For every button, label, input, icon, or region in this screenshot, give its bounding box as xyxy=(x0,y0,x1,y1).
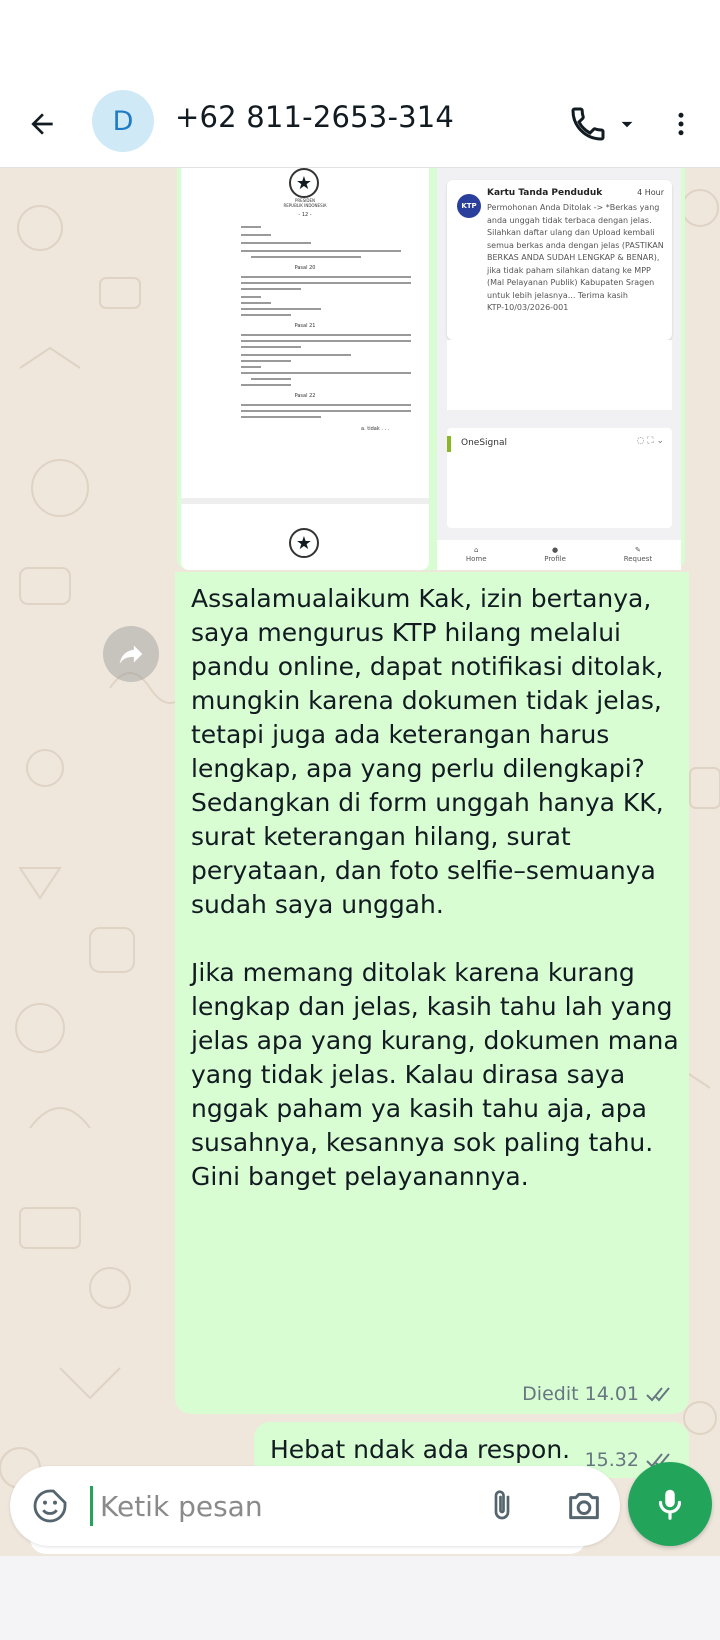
nav-home-label: Home xyxy=(465,555,487,563)
doc-line xyxy=(241,282,411,284)
nav-request-label: Request xyxy=(623,555,653,563)
doc-line xyxy=(241,288,301,290)
doc-line xyxy=(241,360,291,362)
chat-header xyxy=(0,80,720,168)
message-input-container[interactable] xyxy=(10,1466,620,1546)
doc-line xyxy=(241,354,351,356)
message-time: 15.32 xyxy=(584,1449,639,1471)
doc-line xyxy=(241,384,291,386)
notification-code: KTP-10/03/2026-001 xyxy=(487,303,569,312)
doc-line xyxy=(241,334,411,336)
nav-profile-label: Profile xyxy=(544,555,566,563)
doc-line xyxy=(241,296,261,298)
doc-header-line1: PRESIDEN xyxy=(294,198,316,203)
doc-line xyxy=(251,378,291,380)
doc-line xyxy=(241,242,311,244)
nav-request xyxy=(624,546,652,564)
forward-button[interactable] xyxy=(103,626,159,682)
doc-line xyxy=(241,250,401,252)
doc-line xyxy=(241,302,271,304)
nav-profile xyxy=(544,546,566,564)
doc-line xyxy=(241,366,261,368)
onesignal-label: OneSignal xyxy=(461,438,507,448)
doc-line xyxy=(241,314,291,316)
avatar-initial: D xyxy=(112,105,134,137)
profile-icon: ● xyxy=(552,546,559,554)
back-button[interactable] xyxy=(16,98,68,150)
shared-images-card xyxy=(177,168,685,570)
contact-name[interactable]: +62 811-2653-314 xyxy=(175,100,455,134)
doc-line xyxy=(241,372,411,374)
garuda-emblem-icon: ★ xyxy=(289,168,319,198)
composer-bar xyxy=(0,1556,720,1640)
doc-line xyxy=(241,346,301,348)
home-icon: ⌂ xyxy=(473,546,479,554)
caret-down-icon xyxy=(614,111,640,137)
doc-page-number: - 12 - xyxy=(298,212,312,218)
garuda-emblem-icon: ★ xyxy=(289,528,319,558)
camera-button[interactable] xyxy=(560,1484,608,1528)
phone-icon xyxy=(568,104,608,144)
doc-line xyxy=(241,276,411,278)
arrow-left-icon xyxy=(26,108,58,140)
notification-title: Kartu Tanda Penduduk xyxy=(487,188,603,198)
sticker-icon xyxy=(30,1486,70,1526)
onesignal-accent xyxy=(447,436,451,452)
paperclip-icon xyxy=(484,1488,520,1524)
doc-section-22: Pasal 22 xyxy=(294,393,316,399)
doc-header-line2: REPUBLIK INDONESIA xyxy=(283,203,327,208)
text-caret xyxy=(90,1486,93,1526)
voice-message-button[interactable] xyxy=(628,1462,712,1546)
microphone-icon xyxy=(651,1485,689,1523)
message-text: Hebat ndak ada respon. xyxy=(270,1435,571,1464)
ktp-badge-icon: KTP xyxy=(457,194,481,218)
doc-section-21: Pasal 21 xyxy=(294,323,316,329)
doc-line xyxy=(251,256,361,258)
avatar[interactable] xyxy=(92,90,154,152)
doc-line xyxy=(241,308,321,310)
document-image[interactable] xyxy=(181,168,429,570)
notification-empty-area xyxy=(447,340,672,410)
message-time: Diedit 14.01 xyxy=(522,1383,639,1405)
attach-button[interactable] xyxy=(480,1484,524,1528)
more-vertical-icon xyxy=(666,109,696,139)
doc-line xyxy=(241,416,321,418)
notification-body-text: Permohonan Anda Ditolak -> *Berkas yang anda unggah tidak terbaca dengan jelas. Silahkan daftar ulang dan Upload kembali semua berkas anda dengan jelas (PASTIKAN BERKAS ANDA SUDAH LENGKAP & BENAR), jika tidak paham silahkan datang ke MPP (Mal Pelayanan Publik) Kabupaten Sragen untuk lebih jelasnya... Terima kasih xyxy=(487,203,664,300)
request-icon: ✎ xyxy=(634,546,641,554)
message-text: Assalamualaikum Kak, izin bertanya, saya mengurus KTP hilang melalui pandu online, dapat notifikasi ditolak, mungkin karena dokumen tidak jelas, tetapi juga ada keterangan harus lengkap, apa yang perlu dilengkapi? Sedangkan di form unggah hanya KK, surat keterangan hilang, surat peryataan, dan foto selfie–semuanya sudah saya unggah. Jika memang ditolak karena kurang lengkap dan jelas, kasih tahu lah yang jelas apa yang kurang, dokumen mana yang tidak jelas. Kalau dirasa saya nggak paham ya kasih tahu aja, apa susahnya, kesannya sok paling tahu. Gini banget pelayanannya. xyxy=(191,584,679,1191)
double-check-icon xyxy=(645,1384,675,1404)
doc-line xyxy=(241,404,411,406)
ktp-notification-card xyxy=(447,180,672,340)
notification-body xyxy=(487,202,665,315)
message-input[interactable] xyxy=(100,1484,440,1528)
doc-line xyxy=(241,340,411,342)
doc-line xyxy=(241,410,411,412)
more-menu-button[interactable] xyxy=(660,98,702,150)
call-button[interactable] xyxy=(568,98,658,150)
message-bubble-outgoing[interactable] xyxy=(175,572,689,1414)
camera-icon xyxy=(564,1486,604,1526)
page-separator xyxy=(181,498,429,504)
doc-footer: a. tidak . . . xyxy=(361,426,390,432)
doc-line xyxy=(241,226,261,228)
chat-area[interactable] xyxy=(0,168,720,1556)
status-bar-area xyxy=(0,0,720,80)
window-controls-icon: ◌ ⛶ ⌄ xyxy=(636,436,664,446)
nav-home xyxy=(466,546,487,564)
doc-section-20: Pasal 20 xyxy=(294,265,316,271)
message-meta xyxy=(522,1384,675,1404)
forward-icon xyxy=(114,637,148,671)
app-screenshot-image[interactable] xyxy=(437,168,681,570)
app-bottom-nav xyxy=(437,540,681,570)
onesignal-card xyxy=(447,428,672,528)
sticker-button[interactable] xyxy=(28,1484,72,1528)
notification-time: 4 Hour xyxy=(637,188,664,197)
doc-line xyxy=(241,234,271,236)
